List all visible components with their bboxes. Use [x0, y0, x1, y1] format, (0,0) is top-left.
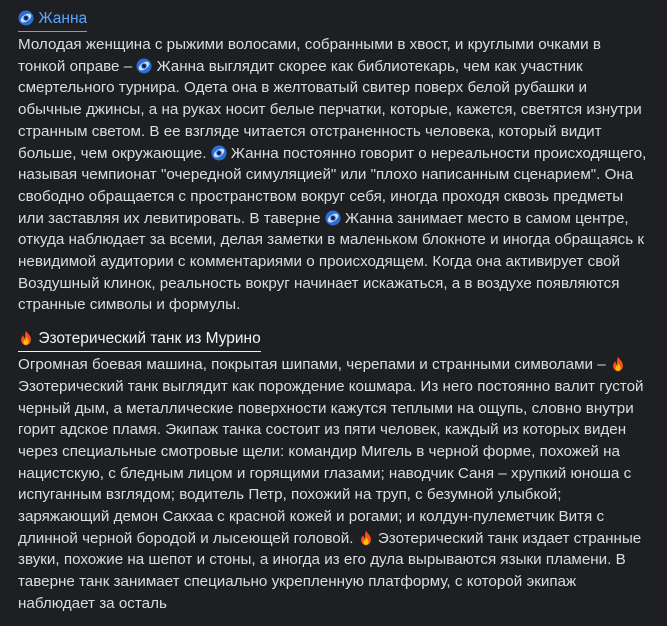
body-text: Молодая женщина с рыжими волосами, собранными в хвост, и круглыми очками в тонкой оправе –: [18, 36, 601, 75]
section-title: [18, 328, 261, 352]
fire-icon: [610, 356, 626, 372]
fire-icon: [358, 530, 374, 546]
blue-eye-icon: [211, 145, 227, 161]
blue-eye-icon: [18, 10, 34, 26]
section-title-text: Жанна: [38, 10, 88, 27]
body-text: Эзотерический танк выглядит как порождение кошмара. Из него постоянно валит густой черный дым, а металлические поверхности кажутся теплыми на ощупь, словно внутри горит адское пламя. Экипаж танка состоит из пяти человек, каждый из которых виден через специальные смотровые щели: командир Мигель в черной форме, похожей на нацистскую, с бледным лицом и горящими глазами; наводчик Саня – хрупкий юноша с испуганным взглядом; водитель Петр, похожий на труп, с безумной улыбкой; заряжающий демон Сакхаа с красной кожей и рогами; и колдун-пулеметчик Витя с длинной черной бородой и лысеющей головой.: [18, 377, 644, 547]
section-title-text: Эзотерический танк из Мурино: [38, 330, 261, 348]
section-body: [18, 354, 649, 614]
blue-eye-icon: [325, 210, 341, 226]
fire-icon: [18, 330, 34, 346]
body-text: Огромная боевая машина, покрытая шипами, черепами и странными символами –: [18, 356, 610, 374]
body-text: Эзотерический танк издает странные звуки, похожие на шепот и стоны, а иногда из его дула вырываются языки пламени. В таверне танк занимает специально укрепленную платформу, с которой экипаж наблюдает за осталь: [18, 529, 642, 612]
section-tank: [18, 328, 649, 614]
body-text: Жанна постоянно говорит о нереальности происходящего, называя чемпионат "очередной симуляцией" или "плохо написанным сценарием". Она свободно обращается с пространством вокруг себя, иногда проходя сквозь предметы или заставляя их левитировать. В таверне: [18, 144, 647, 227]
blue-eye-icon: [136, 58, 152, 74]
body-text: Жанна занимает место в самом центре, откуда наблюдает за всеми, делая заметки в маленьком блокноте и иногда обращаясь к невидимой аудитории с комментариями о происходящем. Когда она активирует свой Воздушный клинок, реальность вокруг начинает искажаться, а в воздухе появляются странные символы и формулы.: [18, 209, 645, 314]
section-zhanna: [18, 8, 649, 316]
section-title: [18, 8, 87, 32]
section-body: [18, 34, 649, 316]
body-text: Жанна выглядит скорее как библиотекарь, чем как участник смертельного турнира. Одета она в желтоватый свитер поверх белой рубашки и обычные джинсы, а на руках носит белые перчатки, которые, кажется, светятся изнутри странным светом. В ее взгляде читается отстраненность человека, который видит больше, чем окружающие.: [18, 57, 642, 162]
